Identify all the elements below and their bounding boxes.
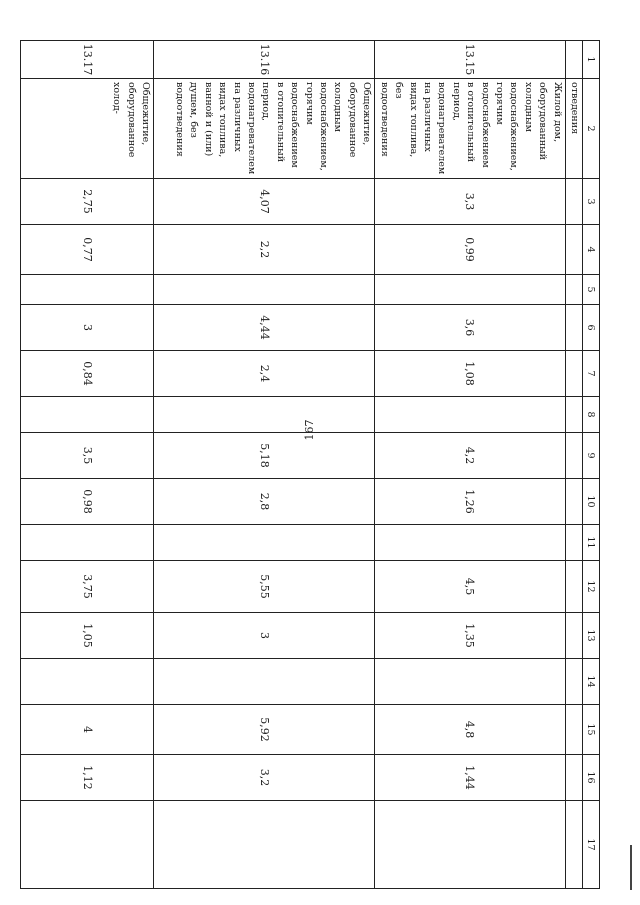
table-cell: 3,2	[154, 755, 375, 801]
table-cell: 3,75	[21, 561, 154, 613]
table-cell	[375, 801, 565, 889]
table-cell: 1,05	[21, 613, 154, 659]
table-cell	[565, 225, 582, 275]
table-cell	[565, 755, 582, 801]
column-header: 3	[583, 179, 600, 225]
column-header: 17	[583, 801, 600, 889]
table-cell	[565, 801, 582, 889]
table-cell: 1,44	[375, 755, 565, 801]
table-cell	[565, 351, 582, 397]
table-cell: 0,77	[21, 225, 154, 275]
table-cell: 5,18	[154, 433, 375, 479]
table-cell	[565, 397, 582, 433]
table-cell: 4,5	[375, 561, 565, 613]
table-cell	[154, 397, 375, 433]
row-description: Общежитие, оборудованное холодным водоснабжением, горячим водоснабжением в отопительный период, водонагревателем на различных видах топлива, ванной и (или) душем, без водоотведения	[154, 79, 375, 179]
table-cell: 0,99	[375, 225, 565, 275]
table-cell: 3	[21, 305, 154, 351]
table-cell: 4,07	[154, 179, 375, 225]
table-cell	[565, 479, 582, 525]
continuation-row	[565, 41, 582, 889]
column-header: 10	[583, 479, 600, 525]
row-number: 13.17	[21, 41, 154, 79]
table-cell	[565, 433, 582, 479]
header-row	[583, 41, 600, 889]
table-cell	[565, 659, 582, 705]
table-cell	[565, 41, 582, 79]
column-header: 5	[583, 275, 600, 305]
column-header: 1	[583, 41, 600, 79]
table-cell: 1,26	[375, 479, 565, 525]
table-cell: 4	[21, 705, 154, 755]
column-header: 11	[583, 525, 600, 561]
table-cell: 0,84	[21, 351, 154, 397]
column-header: 16	[583, 755, 600, 801]
table-cell: 2,4	[154, 351, 375, 397]
table-cell: 2,75	[21, 179, 154, 225]
page-number: 167	[303, 419, 316, 441]
table-cell: 4,2	[375, 433, 565, 479]
table-cell	[375, 397, 565, 433]
table-cell: 0,98	[21, 479, 154, 525]
table-cell	[21, 659, 154, 705]
table-cell: 3,5	[21, 433, 154, 479]
table-cell	[565, 179, 582, 225]
table-row	[375, 41, 565, 889]
table-cell	[565, 705, 582, 755]
table-cell	[565, 275, 582, 305]
column-header: 6	[583, 305, 600, 351]
table-cell: 1,12	[21, 755, 154, 801]
rotated-table-sheet	[60, 40, 600, 851]
table-cell	[565, 305, 582, 351]
table-row	[21, 41, 154, 889]
table-cell	[154, 275, 375, 305]
column-header: 7	[583, 351, 600, 397]
table-cell	[565, 525, 582, 561]
table-cell	[154, 525, 375, 561]
table-cell	[21, 525, 154, 561]
table-cell: 5,55	[154, 561, 375, 613]
row-description: Общежитие, оборудованное холод-	[21, 79, 154, 179]
scan-edge-mark	[630, 845, 632, 890]
continuation-text: отведения	[565, 79, 582, 179]
table-cell: 1,08	[375, 351, 565, 397]
table-cell	[21, 275, 154, 305]
column-header: 8	[583, 397, 600, 433]
column-header: 2	[583, 79, 600, 179]
table-cell	[154, 659, 375, 705]
column-header: 14	[583, 659, 600, 705]
table-cell	[154, 801, 375, 889]
table-cell: 3	[154, 613, 375, 659]
table-cell	[565, 613, 582, 659]
table-cell: 4,44	[154, 305, 375, 351]
table-cell	[21, 801, 154, 889]
table-cell: 3,6	[375, 305, 565, 351]
table-cell: 2,8	[154, 479, 375, 525]
row-description: Жилой дом, оборудованный холодным водоснабжением, горячим водоснабжением в отопительный период, водонагревателем на различных видах топлива, без водоотведения	[375, 79, 565, 179]
column-header: 15	[583, 705, 600, 755]
column-header: 9	[583, 433, 600, 479]
column-header: 4	[583, 225, 600, 275]
column-header: 12	[583, 561, 600, 613]
row-number: 13.15	[375, 41, 565, 79]
table-cell: 3,3	[375, 179, 565, 225]
table-cell	[375, 525, 565, 561]
table-cell: 5,92	[154, 705, 375, 755]
table-cell	[375, 659, 565, 705]
table-cell: 2,2	[154, 225, 375, 275]
table-cell	[565, 561, 582, 613]
table-cell	[375, 275, 565, 305]
table-cell: 1,35	[375, 613, 565, 659]
tariff-table	[20, 40, 600, 889]
row-number: 13.16	[154, 41, 375, 79]
table-cell	[21, 397, 154, 433]
table-cell: 4,8	[375, 705, 565, 755]
column-header: 13	[583, 613, 600, 659]
table-row	[154, 41, 375, 889]
